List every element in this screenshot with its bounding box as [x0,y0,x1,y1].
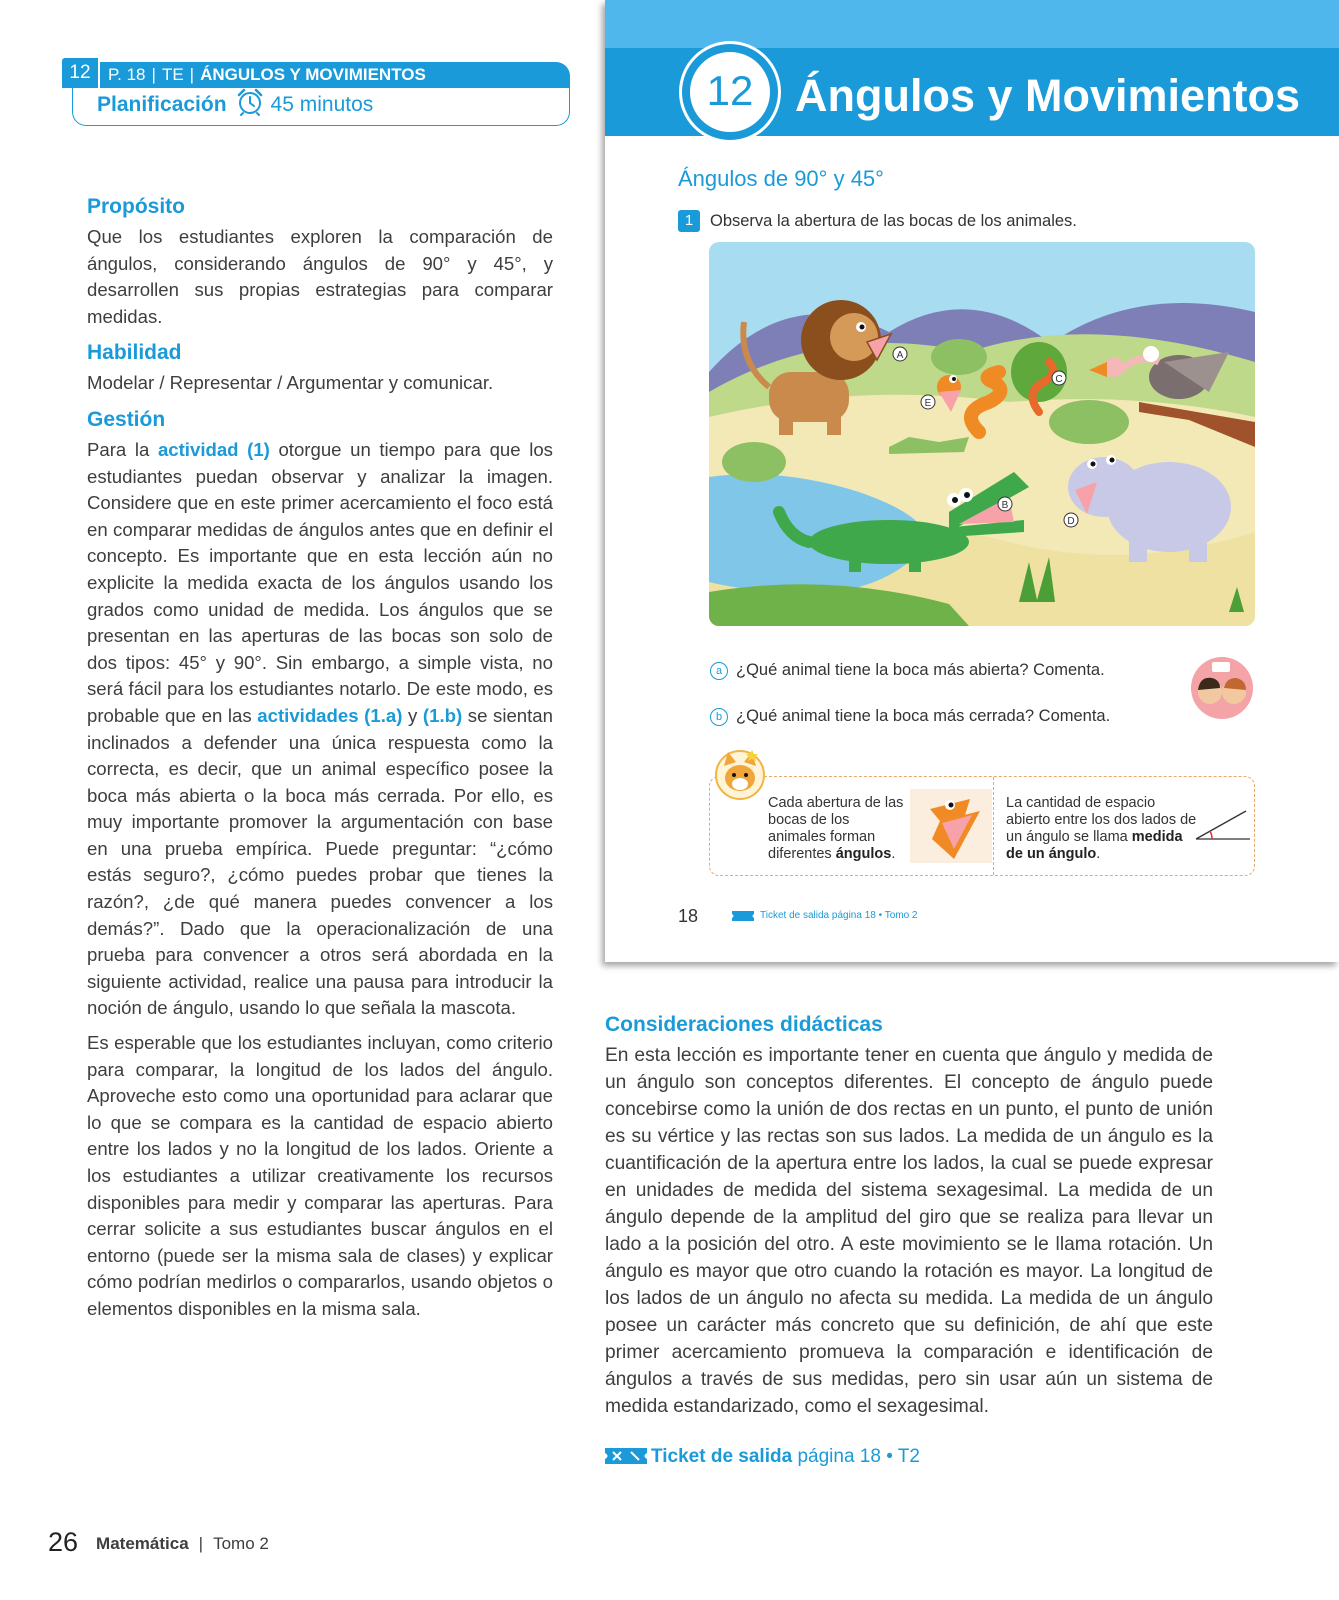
planning-box [72,86,570,126]
animals-scene [709,242,1255,626]
left-column [87,192,553,1331]
habilidad-title: Habilidad [87,341,182,365]
header-bar: P. 18 | TE | ÁNGULOS Y MOVIMIENTOS [100,62,570,88]
te-label: TE [161,65,184,84]
gestion-section [87,405,553,1323]
ticket-icon [732,911,754,921]
fox-mascot-icon [712,746,768,800]
section-subtitle: Ángulos de 90° y 45° [678,166,884,191]
habilidad-section [87,338,553,397]
label-c: C [1055,374,1063,385]
topic-label: ÁNGULOS Y MOVIMIENTOS [200,65,426,84]
ticket-reference-small: Ticket de salida página 18 • Tomo 2 [732,910,918,921]
snake-mouth-illustration [910,789,992,863]
activity-ref: actividades (1.a) [257,704,403,726]
option-a-letter: a [710,662,728,680]
habilidad-text: Modelar / Representar / Argumentar y comunicar. [87,372,494,394]
ticket-reference: Ticket de salida página 18 • T2 [605,1446,920,1468]
consideraciones-title: Consideraciones didácticas [605,1013,883,1036]
gestion-paragraph-1: Para la actividad (1) otorgue un tiempo para que los estudiantes puedan observar y analizar la imagen. Considere que en este primer acercamiento el foco está en comparar medidas de ángulos antes que en definir el concepto. Es importante que en esta lección aún no explicite la medida exacta de los ángulos usando los grados como unidad de medida. Los ángulos que se presentan en las aperturas de las bocas son solo de dos tipos: 45° y 90°. Sin embargo, a simple vista, no será fácil para los estudiantes notarlo. De este modo, es probable que en las actividades (1.a) y (1.b) se sientan inclinados a defender una única respuesta como la correcta, es decir, que un animal específico posee la boca más abierta o la boca más cerrada. Por ello, es muy importante promover la argumentación con base en una prueba empírica. Puede preguntar: “¿cómo estás seguro?, ¿cómo puedes probar que tienes la razón?, ¿de qué manera puedes convencer a los demás?”. Dado que la operacionalización de una prueba para convencer a otros será abordada en la siguiente actividad, realice una pausa para introducir la noción de ángulo, usando lo que señala la mascota. [87,438,553,1019]
gestion-paragraph-2: Es esperable que los estudiantes incluyan, como criterio para comparar, la longitud de los lados del ángulo. Aproveche esto como una oportunidad para aclarar que lo que se compara es la cantidad de espacio abierto entre los lados y no la longitud de los lados. Oriente a los estudiantes a utilizar creativamente los recursos disponibles para medir y comparar las aperturas. Para cerrar solicite a sus estudiantes buscar ángulos en el entorno (puede ser la misma sala de clases) y explicar cómo podrían medirlos o compararlos, usando objetos o elementos disponibles en la misma sala. [87,1032,553,1319]
angle-definition: Cada abertura de las bocas de los animales forman diferentes ángulos. [768,795,904,862]
label-d: D [1067,516,1075,527]
consideraciones-text: En esta lección es importante tener en cuenta que ángulo y medida de un ángulo son conceptos diferentes. El concepto de ángulo puede concebirse como la unión de dos rectas en un punto, el punto de unión es su vértice y las rectas son sus lados. La medida de un ángulo es la cuantificación de la apertura entre los lados, la cual se puede expresar en unidades de medida del sistema sexagesimal. La medida de un ángulo depende de la amplitud del giro que se realiza para llevar un lado a la posición del otro. A este movimiento se le llama rotación. Un ángulo es mayor que otro cuando la rotación es mayor. La longitud de los lados de un ángulo no afecta su medida. La medida de un ángulo posee un carácter más concreto que su definición, de ahí que este primer acercamiento promueva la comparación e identificación de ángulos a través de sus medidas, pero sin usar aún un sistema de medida estandarizado, como el sexagesimal. [605,1045,1213,1417]
alarm-clock-icon [235,87,265,117]
activity-ref: (1.b) [422,704,463,726]
option-a: a ¿Qué animal tiene la boca más abierta? Comenta. [710,660,1105,680]
lesson-number-circle: 12 [682,44,778,140]
student-page [605,0,1339,962]
question-text: Observa la abertura de las bocas de los animales. [710,212,1077,230]
question-number: 1 [678,210,700,232]
label-e: E [924,398,932,409]
planning-label: Planificación [97,93,227,116]
label-a: A [896,350,904,361]
page-number: 26 [48,1527,79,1557]
duration: 45 minutos [270,93,374,116]
option-b: b ¿Qué animal tiene la boca más cerrada? Comenta. [710,706,1110,726]
planning-header [62,58,570,128]
student-page-number: 18 [678,906,699,926]
kids-talking-icon [1190,656,1254,720]
subject: Matemática [96,1534,189,1553]
tomo: Tomo 2 [213,1534,269,1553]
ticket-icon [605,1446,647,1466]
definition-box [709,776,1255,876]
option-b-letter: b [710,708,728,726]
page-ref: P. 18 [108,65,146,84]
consideraciones-section [605,1010,1213,1420]
page-title: Ángulos y Movimientos [795,70,1301,121]
activity-ref: actividad (1) [157,438,270,460]
gestion-title: Gestión [87,407,166,431]
label-b: B [1001,500,1009,511]
lesson-number: 12 [62,58,98,88]
proposito-title: Propósito [87,195,185,218]
angle-measure-definition: La cantidad de espacio abierto entre los dos lados de un ángulo se llama medida de un ángulo. [1006,795,1197,862]
proposito-text: Que los estudiantes exploren la comparación de ángulos, considerando ángulos de 90° y 45°, y desarrollen sus propias estrategias para comparar medidas. [87,226,553,327]
page-footer: 26 Matemática | Tomo 2 [48,1527,269,1557]
angle-diagram [1190,807,1254,847]
proposito-section [87,192,553,330]
